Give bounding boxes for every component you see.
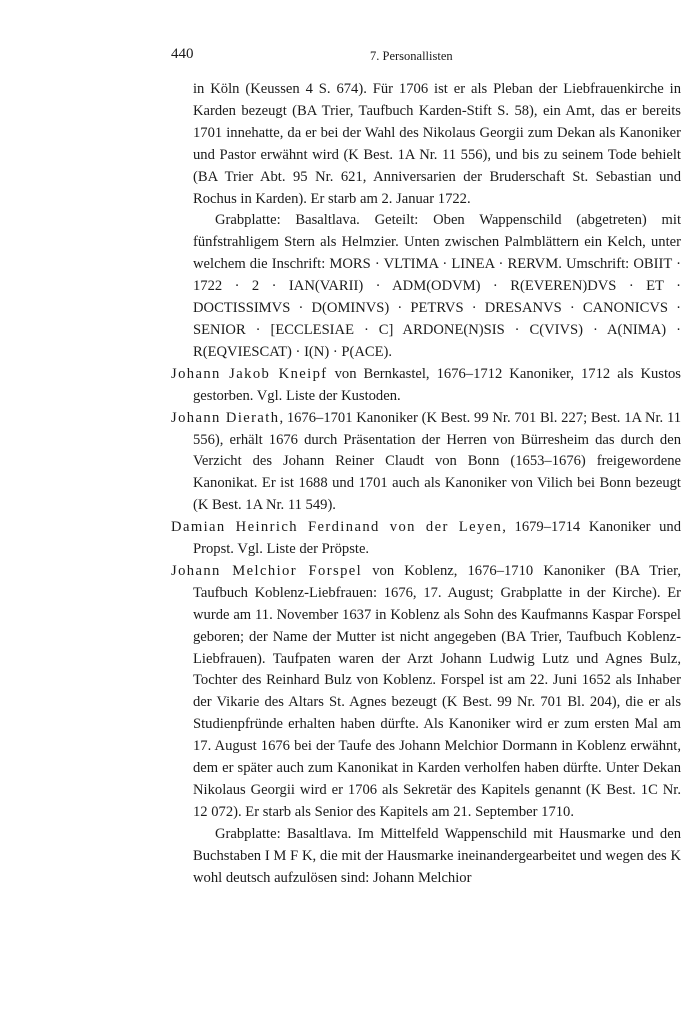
- entry-kneipf: [171, 364, 681, 408]
- entry-forspel: [171, 561, 681, 824]
- entry-text: von Bernkastel, 1676–1712 Kanoniker, 1712 als Kustos gestorben. Vgl. Liste der Kustoden.: [193, 365, 681, 404]
- paragraph-grabplatte-forspel: Grabplatte: Basaltlava. Im Mittelfeld Wappenschild mit Hausmarke und den Buchstaben I M F K, die mit der Hausmarke ineinandergearbeitet und wegen des K wohl deutsch aufzulösen sind: Johann Melchior: [193, 825, 681, 886]
- page-number: 440: [171, 46, 194, 62]
- paragraph-continuation: in Köln (Keussen 4 S. 674). Für 1706 ist er als Pleban der Liebfrauenkirche in Karden bezeugt (BA Trier, Taufbuch Karden-Stift S. 58), ein Amt, das er bereits 1701 innehatte, da er bei der Wahl des Nikolaus Georgii zum Dekan als Kanoniker und Pastor erwähnt wird (K Best. 1A Nr. 11 556), und bis zu seinem Tode behielt (BA Trier Abt. 95 Nr. 621, Anniversarien der Bruderschaft St. Sebastian und Rochus in Karden). Er starb am 2. Januar 1722.: [193, 81, 681, 207]
- entry-name: Johann Melchior Forspel: [171, 562, 363, 579]
- running-head: 7. Personallisten: [370, 49, 453, 63]
- entry-text: von Koblenz, 1676–1710 Kanoniker (BA Trier, Taufbuch Koblenz-Liebfrauen: 1676, 17. August; Grabplatte in der Kirche). Er wurde am 11. November 1637 in Koblenz als Sohn des Kaufmanns Kaspar Forspel geboren; der Name der Mutter ist nicht angegeben (BA Trier, Taufbuch Koblenz-Liebfrauen). Taufpaten waren der Arzt Johann Ludwig Lutz und Agnes Bulz, Tochter des Reinhard Bulz von Koblenz. Forspel ist am 22. Juni 1652 als Inhaber der Vikarie des Altars St. Agnes bezeugt (K Best. 99 Nr. 701 Bl. 204), die er als Studienpfründe erhalten haben dürfte. Als Kanoniker wird er zum ersten Mal am 17. August 1676 bei der Taufe des Johann Melchior Dormann in Koblenz erwähnt, dem er später auch zum Kanonikat in Karden verholfen haben dürfte. Unter Dekan Nikolaus Georgii wird er 1706 als Sekretär des Kapitels genannt (K Best. 1C Nr. 12 072). Er starb als Senior des Kapitels am 21. September 1710.: [193, 562, 681, 820]
- entry-text: , 1679–1714 Kanoniker und Propst. Vgl. Liste der Pröpste.: [193, 519, 681, 558]
- entry-dierath: [171, 408, 681, 518]
- paragraph-grabplatte-dresanus: Grabplatte: Basaltlava. Geteilt: Oben Wappenschild (abgetreten) mit fünfstrahligem Stern als Helmzier. Unten zwischen Palmblättern ein Kelch, unter welchem die Inschrift: MORS · VLTIMA · LINEA · RERVM. Umschrift: OBIIT · 1722 · 2 · IAN(VARII) · ADM(ODVM) · R(EVEREN)DVS · ET · DOCTISSIMVS · D(OMINVS) · PETRVS · DRESANVS · CANONICVS · SENIOR · [ECCLESIAE · C] ARDONE(N)SIS · C(VIVS) · A(NIMA) · R(EQVIESCAT) · I(N) · P(ACE).: [193, 212, 681, 360]
- body-text: [171, 79, 681, 890]
- entry-text: , 1676–1701 Kanoniker (K Best. 99 Nr. 701 Bl. 227; Best. 1A Nr. 11 556), erhält 1676 durch Präsentation der Herren von Bürresheim das durch den Verzicht des Johann Reiner Claudt von Bonn (1653–1676) freigewordene Kanonikat. Er ist 1688 und 1701 auch als Kanoniker von Vilich bei Bonn bezeugt (K Best. 1A Nr. 11 549).: [193, 409, 681, 514]
- entry-name: Johann Dierath: [171, 409, 280, 426]
- entry-name: Johann Jakob Kneipf: [171, 365, 328, 382]
- entry-name: Damian Heinrich Ferdinand von der Leyen: [171, 519, 503, 536]
- entry-von-der-leyen: [171, 517, 681, 561]
